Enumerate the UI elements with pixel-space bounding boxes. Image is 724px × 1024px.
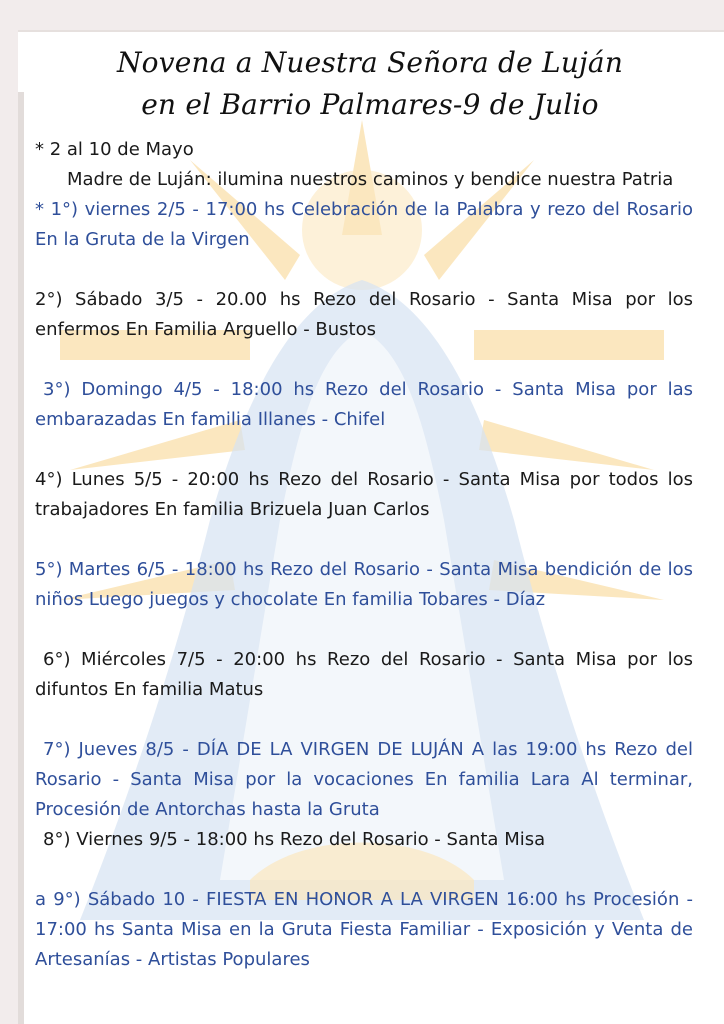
day-4: 4°) Lunes 5/5 - 20:00 hs Rezo del Rosario - Santa Misa por todos los trabajadores En familia Brizuela Juan Carlos (35, 469, 693, 520)
date-range: * 2 al 10 de Mayo (35, 139, 194, 160)
day-1: * 1°) viernes 2/5 - 17:00 hs Celebración de la Palabra y rezo del Rosario En la Gruta de la Virgen (35, 199, 693, 250)
day-8: 8°) Viernes 9/5 - 18:00 hs Rezo del Rosario - Santa Misa (43, 829, 546, 850)
day-3: 3°) Domingo 4/5 - 18:00 hs Rezo del Rosario - Santa Misa por las embarazadas En familia Illanes - Chifel (35, 379, 693, 430)
novena-schedule (35, 135, 693, 975)
page-title-line-2: en el Barrio Palmares-9 de Julio (141, 88, 599, 121)
day-7: 7°) Jueves 8/5 - DÍA DE LA VIRGEN DE LUJÁN A las 19:00 hs Rezo del Rosario - Santa Misa por la vocaciones En familia Lara Al terminar, Procesión de Antorchas hasta la Gruta (35, 739, 693, 820)
day-2: 2°) Sábado 3/5 - 20.00 hs Rezo del Rosario - Santa Misa por los enfermos En Familia Arguello - Bustos (35, 289, 693, 340)
motto: Madre de Luján: ilumina nuestros caminos y bendice nuestra Patria (67, 169, 674, 190)
day-5: 5°) Martes 6/5 - 18:00 hs Rezo del Rosario - Santa Misa bendición de los niños Luego juegos y chocolate En familia Tobares - Díaz (35, 559, 693, 610)
day-6: 6°) Miércoles 7/5 - 20:00 hs Rezo del Rosario - Santa Misa por los difuntos En familia Matus (35, 649, 693, 700)
day-9: a 9°) Sábado 10 - FIESTA EN HONOR A LA VIRGEN 16:00 hs Procesión - 17:00 hs Santa Misa en la Gruta Fiesta Familiar - Exposición y Venta de Artesanías - Artistas Populares (35, 889, 693, 970)
page-title-line-1: Novena a Nuestra Señora de Luján (116, 46, 624, 79)
